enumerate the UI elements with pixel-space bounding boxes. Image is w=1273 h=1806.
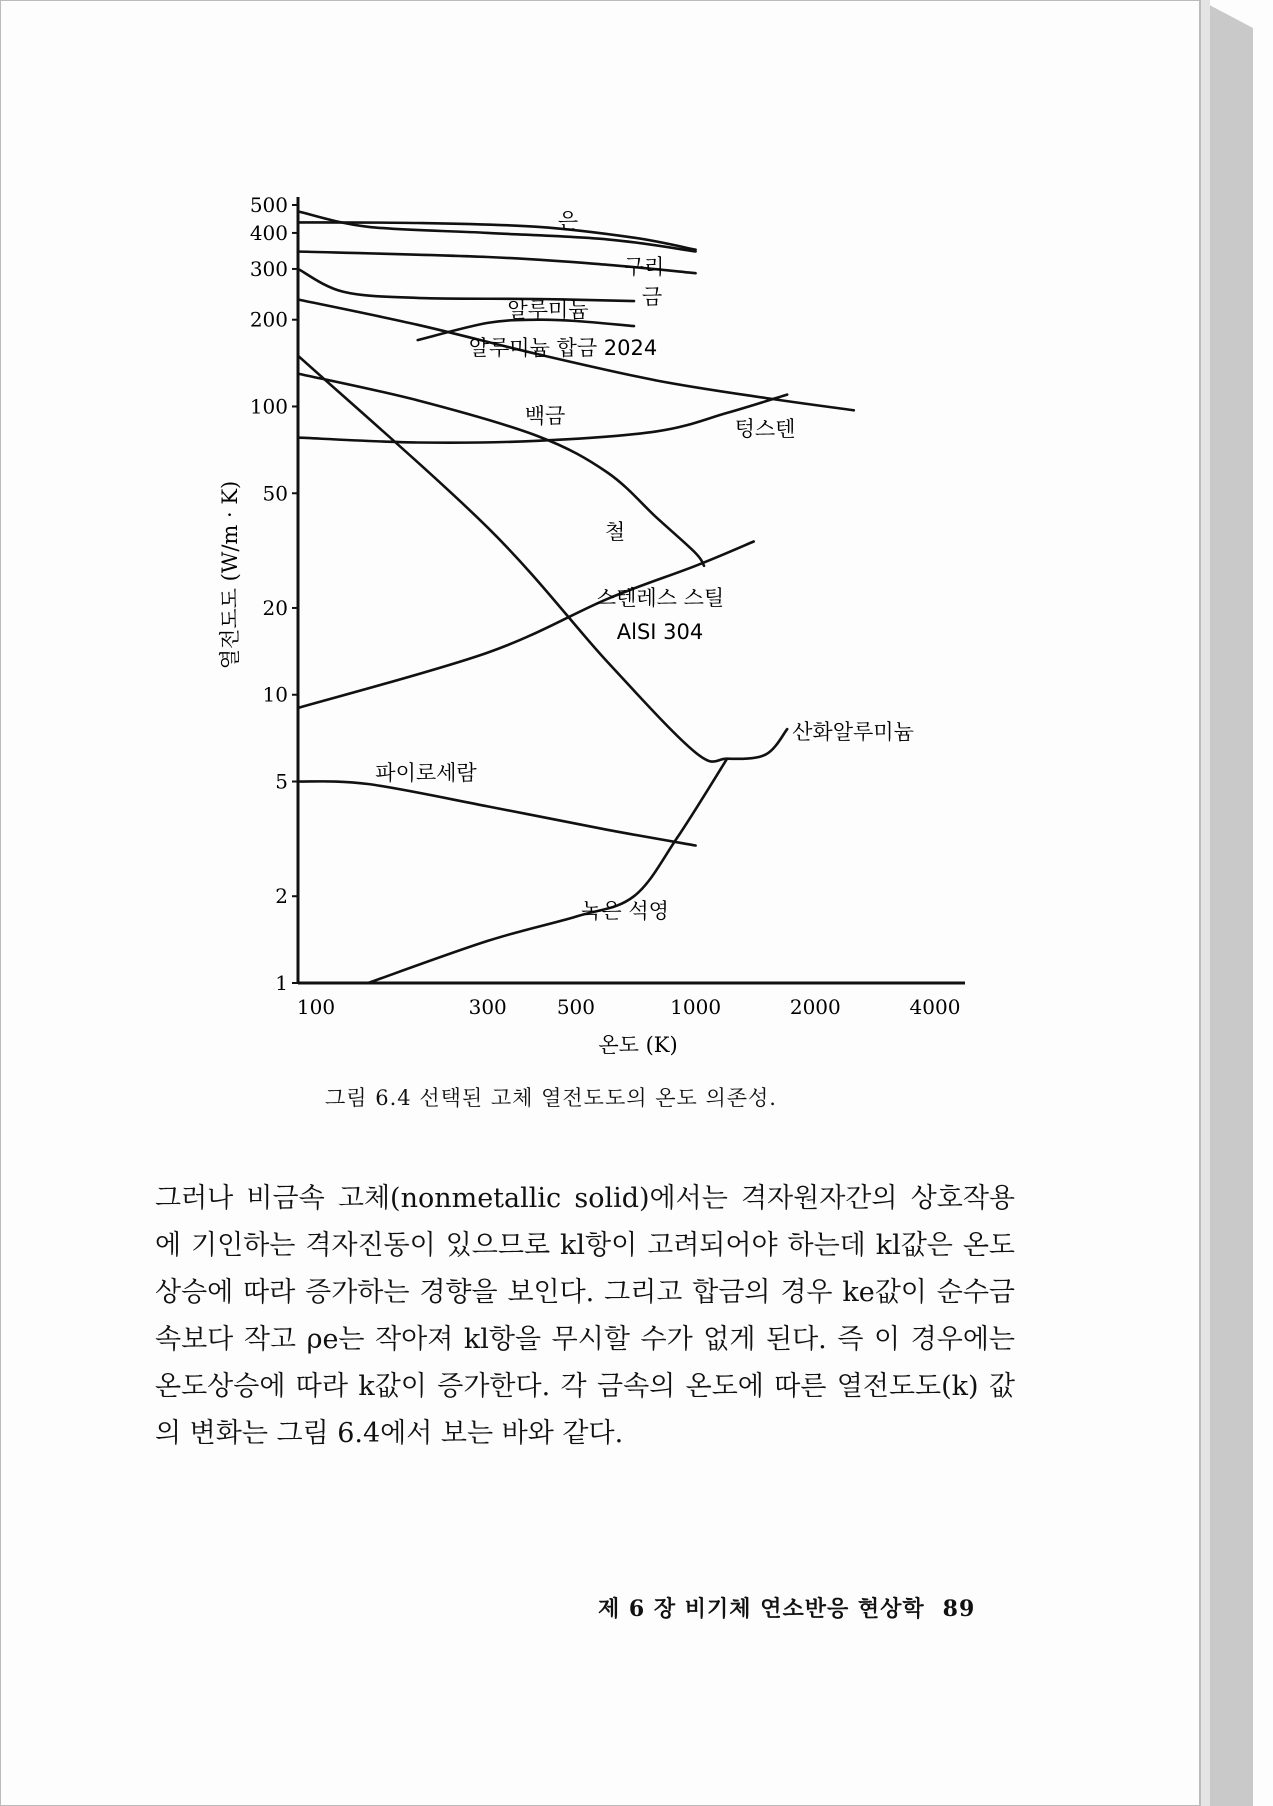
page-number: 89: [942, 1596, 976, 1622]
x-tick-label: 2000: [789, 995, 841, 1019]
series-line-3: [298, 269, 634, 301]
chapter-title: 제 6 장 비기체 연소반응 현상학: [598, 1596, 925, 1622]
series-label: 알루미늄: [507, 298, 589, 322]
body-paragraph: [155, 1175, 1015, 1457]
figure-caption: 그림 6.4 선택된 고체 열전도도의 온도 의존성.: [325, 1086, 777, 1110]
series-label: 은: [557, 209, 579, 233]
y-tick-label: 100: [249, 394, 288, 419]
series-label: 구리: [623, 255, 665, 279]
y-axis-label: 열전도도 (W/m · K): [218, 480, 242, 670]
y-tick-label: 50: [262, 481, 288, 506]
chart-series-labels: [375, 209, 914, 923]
series-line-1: [298, 211, 696, 251]
series-label: 텅스텐: [734, 417, 796, 441]
y-tick-label: 5: [275, 769, 288, 794]
series-label: 파이로세람: [375, 761, 477, 785]
y-tick-label: 400: [249, 220, 288, 245]
page-footer: [598, 1592, 975, 1623]
y-tick-label: 200: [249, 307, 288, 332]
x-tick-label: 100: [296, 995, 336, 1019]
x-tick-label: 500: [556, 995, 596, 1019]
series-label: 알루미늄 합금 2024: [468, 336, 658, 360]
x-axis-label: 온도 (K): [598, 1033, 678, 1057]
x-tick-label: 4000: [909, 995, 961, 1019]
series-label: 스텐레스 스틸: [595, 586, 725, 610]
series-label: 금: [641, 285, 663, 309]
y-tick-label: 20: [262, 595, 288, 620]
paragraph-text: 그러나 비금속 고체(nonmetallic solid)에서는 격자원자간의 상호작용에 기인하는 격자진동이 있으므로 kl항이 고려되어야 하는데 kl값은 온도상승에 따라 증가하는 경향을 보인다. 그리고 합금의 경우 ke값이 순수금속보다 작고 ρe는 작아져 kl항을 무시할 수가 없게 된다. 즉 이 경우에는 온도상승에 따라 k값이 증가한다. 각 금속의 온도에 따른 열전도도(k) 값의 변화는 그림 6.4에서 보는 바와 같다.: [155, 1183, 1015, 1449]
y-tick-label: 10: [262, 682, 288, 707]
series-label: 철: [604, 520, 626, 544]
series-label: 백금: [524, 404, 566, 428]
series-label: 산화알루미늄: [792, 720, 914, 744]
y-tick-label: 2: [275, 884, 288, 909]
series-line-7: [298, 374, 704, 566]
y-tick-label: 300: [249, 256, 288, 281]
series-label: 녹은 석영: [581, 899, 669, 923]
series-line-10: [298, 781, 696, 845]
y-tick-label: 1: [275, 971, 288, 995]
y-tick-label: 500: [249, 193, 288, 217]
chart-series: [298, 211, 854, 983]
series-label: AlSI 304: [616, 620, 704, 644]
x-tick-label: 300: [468, 995, 507, 1019]
x-tick-label: 1000: [670, 995, 722, 1019]
